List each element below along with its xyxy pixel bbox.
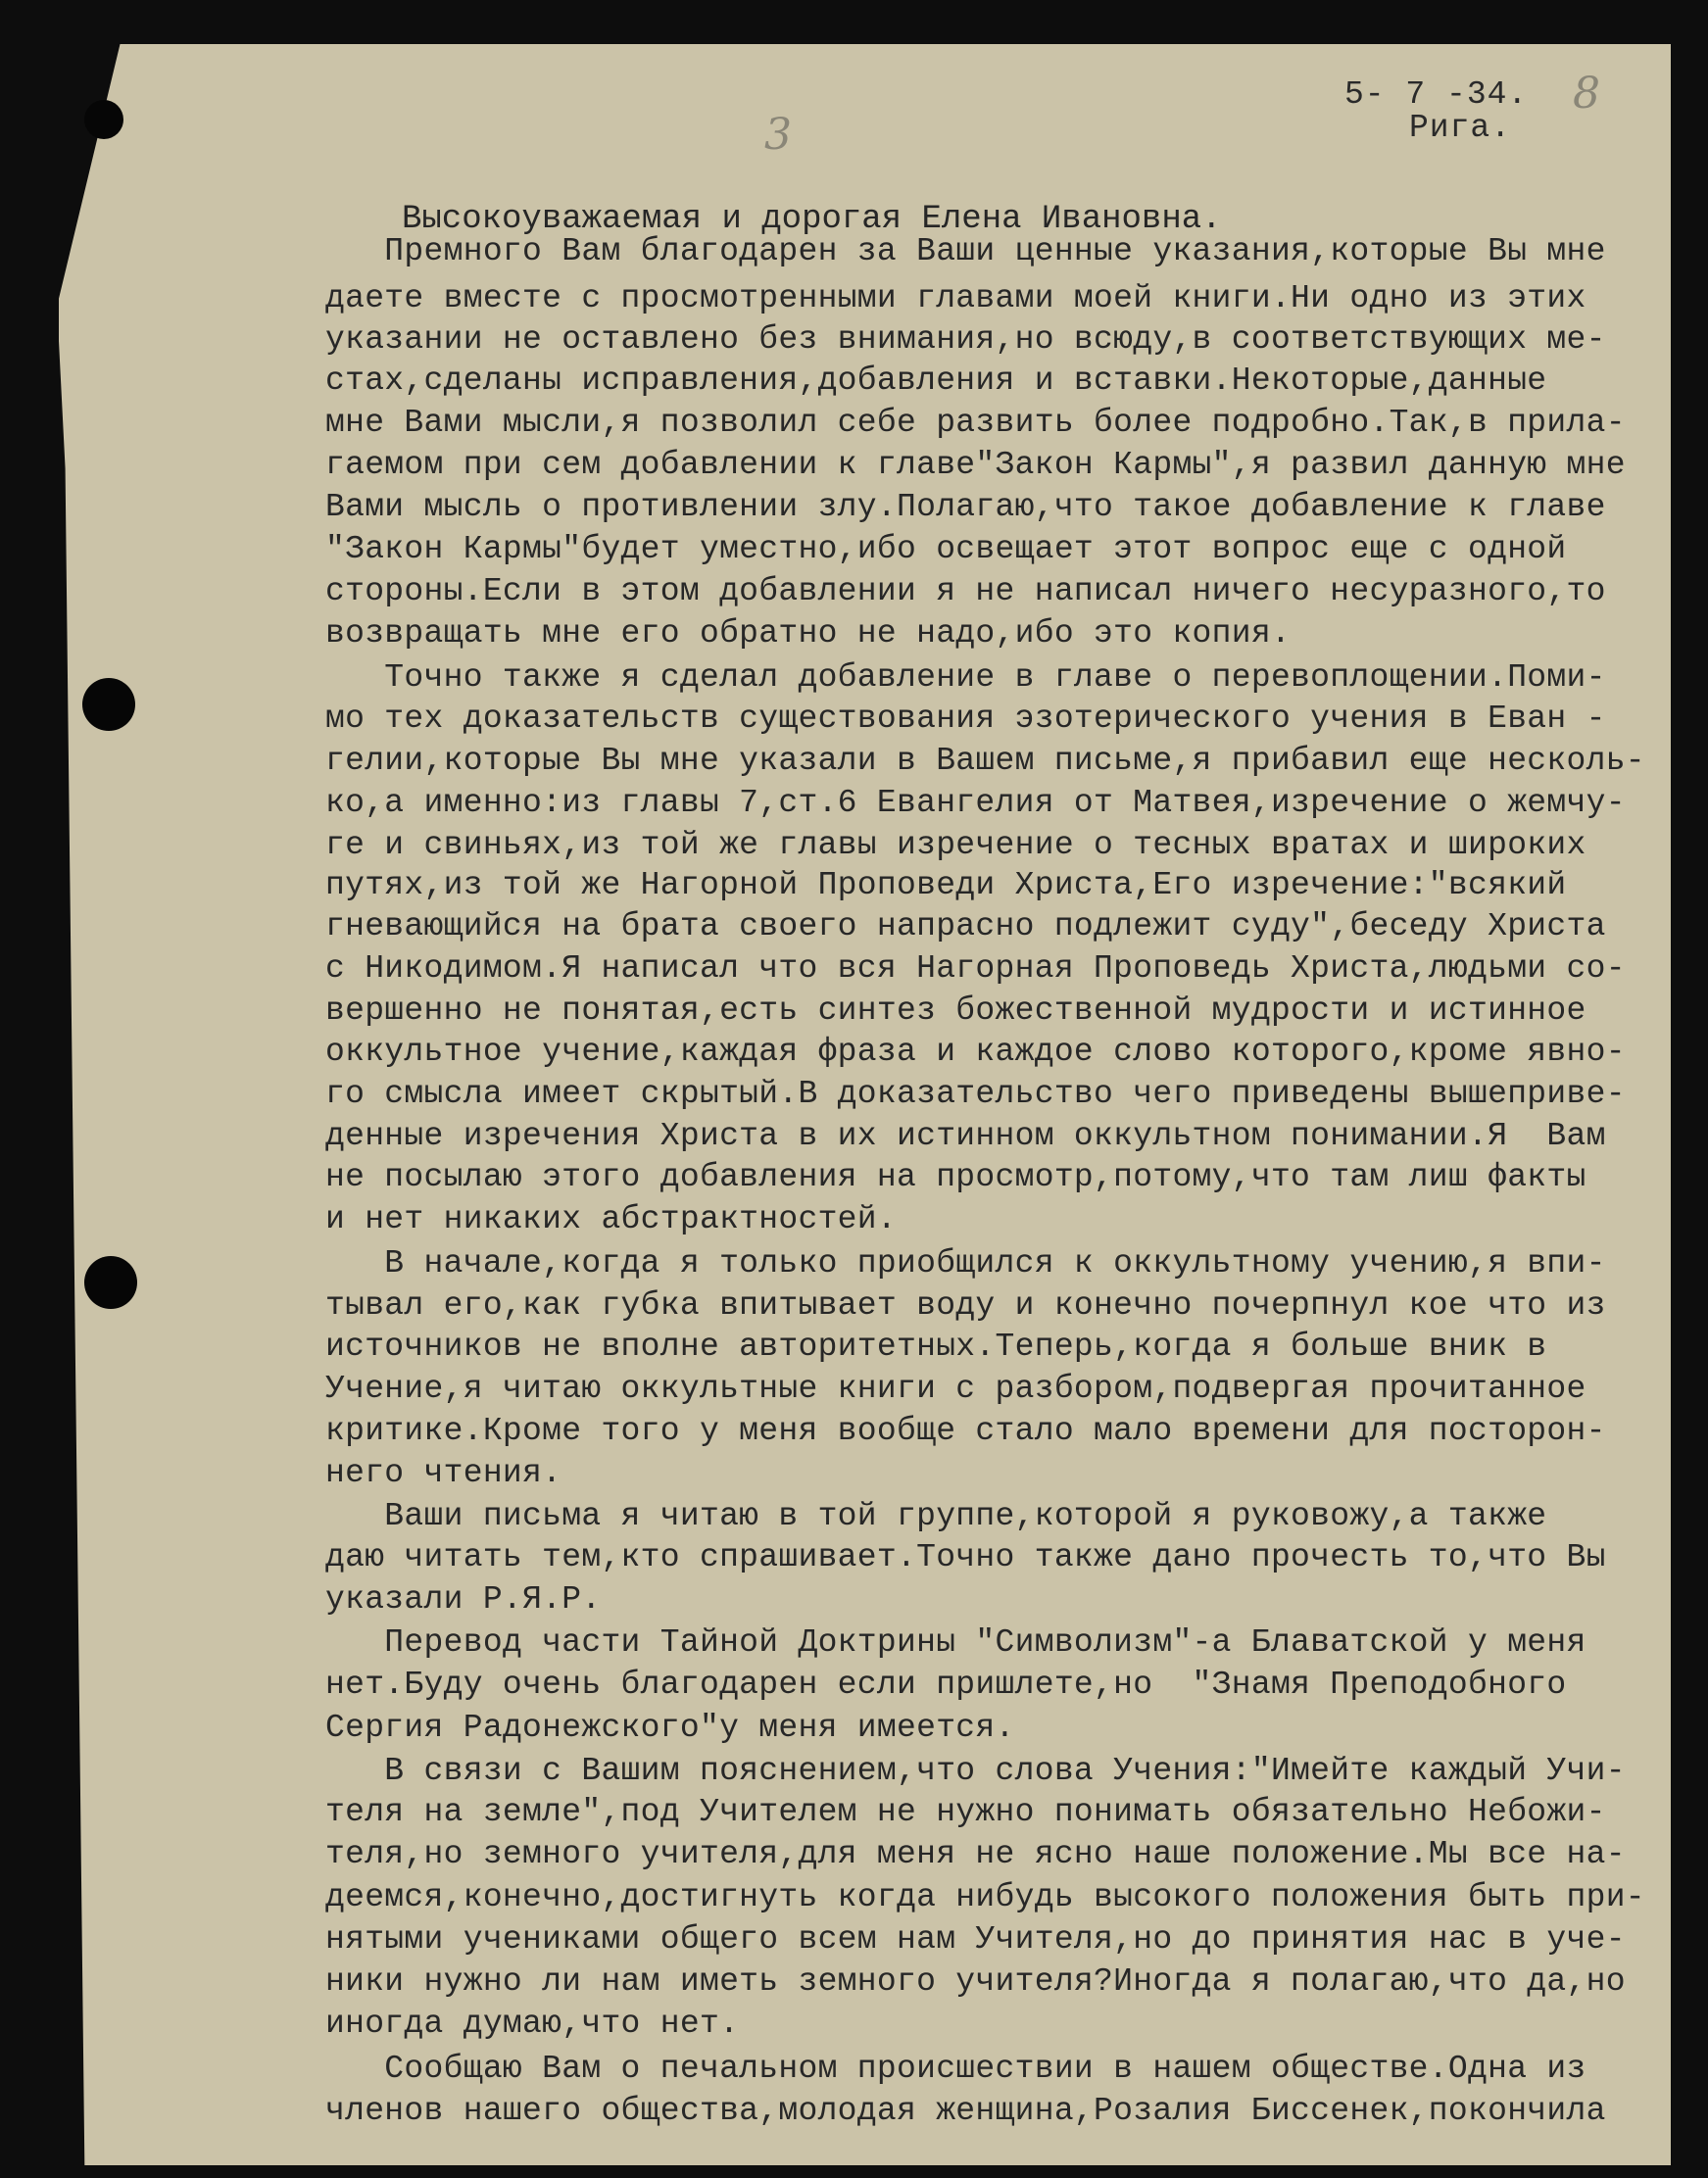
text-line: него чтения. [325, 1455, 562, 1491]
text-line: "Закон Кармы"будет уместно,ибо освещает этот вопрос еще с одной [325, 531, 1567, 567]
punch-hole-lower [84, 1256, 137, 1309]
text-line: Премного Вам благодарен за Ваши ценные указания,которые Вы мне [325, 233, 1606, 269]
text-line: иногда думаю,что нет. [325, 2006, 740, 2042]
text-line: ники нужно ли нам иметь земного учителя?Иногда я полагаю,что да,но [325, 1963, 1626, 2000]
page-number-pencil: 3 [764, 110, 792, 160]
text-line: указании не оставлено без внимания,но всюду,в соответствующих ме- [325, 321, 1606, 358]
text-line: В начале,когда я только приобщился к оккультному учению,я впи- [325, 1245, 1606, 1282]
text-line: указали Р.Я.Р. [325, 1581, 602, 1618]
text-line: источников не вполне авторитетных.Теперь,когда я больше вник в [325, 1329, 1547, 1365]
punch-hole-middle [82, 678, 135, 731]
text-line: Учение,я читаю оккультные книги с разбором,подвергая прочитанное [325, 1371, 1586, 1407]
text-line: нятыми учениками общего всем нам Учителя,но до принятия нас в уче- [325, 1921, 1626, 1958]
text-line: даю читать тем,кто спрашивает.Точно также дано прочесть то,что Вы [325, 1539, 1606, 1575]
text-line: ге и свиньях,из той же главы изречение о тесных вратах и широких [325, 827, 1586, 863]
text-line: мне Вами мысли,я позволил себе развить более подробно.Так,в прила- [325, 405, 1626, 441]
text-line: оккультное учение,каждая фраза и каждое слово которого,кроме явно- [325, 1034, 1626, 1070]
text-line: денные изречения Христа в их истинном оккультном понимании.Я Вам [325, 1118, 1606, 1154]
text-line: теля,но земного учителя,для меня не ясно наше положение.Мы все на- [325, 1836, 1626, 1872]
text-line: нет.Буду очень благодарен если пришлете,но "Знамя Преподобного [325, 1667, 1567, 1703]
text-line: В связи с Вашим пояснением,что слова Учения:"Имейте каждый Учи- [325, 1753, 1626, 1789]
text-line: с Никодимом.Я написал что вся Нагорная Проповедь Христа,людьми со- [325, 950, 1626, 987]
text-line: мо тех доказательств существования эзотерического учения в Еван - [325, 701, 1606, 737]
text-line: и нет никаких абстрактностей. [325, 1201, 897, 1237]
punch-hole-top [84, 100, 123, 139]
text-line: Перевод части Тайной Доктрины "Символизм"-а Блаватской у меня [325, 1624, 1586, 1661]
text-line: критике.Кроме того у меня вообще стало мало времени для посторон- [325, 1413, 1606, 1449]
text-line: даете вместе с просмотренными главами моей книги.Ни одно из этих [325, 280, 1586, 316]
folio-number-pencil: 8 [1573, 69, 1600, 119]
text-line: Точно также я сделал добавление в главе о перевоплощении.Поми- [325, 659, 1606, 696]
text-line: возвращать мне его обратно не надо,ибо это копия. [325, 615, 1292, 652]
text-line: вершенно не понятая,есть синтез божественной мудрости и истинное [325, 992, 1586, 1029]
text-line: ко,а именно:из главы 7,ст.6 Евангелия от Матвея,изречение о жемчу- [325, 785, 1626, 821]
text-line: Вами мысль о противлении злу.Полагаю,что такое добавление к главе [325, 489, 1606, 525]
text-line: тывал его,как губка впитывает воду и конечно почерпнул кое что из [325, 1287, 1606, 1324]
text-line: деемся,конечно,достигнуть когда нибудь высокого положения быть при- [325, 1879, 1645, 1915]
letter-place: Рига. [1409, 110, 1512, 146]
text-line: Сообщаю Вам о печальном происшествии в нашем обществе.Одна из [325, 2051, 1586, 2087]
text-line: стороны.Если в этом добавлении я не написал ничего несуразного,то [325, 573, 1606, 609]
text-line: гаемом при сем добавлении к главе"Закон Кармы",я развил данную мне [325, 447, 1626, 483]
text-line: Ваши письма я читаю в той группе,которой я руковожу,а также [325, 1498, 1547, 1534]
text-line: путях,из той же Нагорной Проповеди Христа,Его изречение:"всякий [325, 867, 1567, 903]
salutation: Высокоуважаемая и дорогая Елена Ивановна. [402, 201, 1222, 238]
text-line: теля на земле",под Учителем не нужно понимать обязательно Небожи- [325, 1794, 1606, 1830]
text-line: гневающийся на брата своего напрасно подлежит суду",беседу Христа [325, 908, 1606, 944]
text-line: гелии,которые Вы мне указали в Вашем письме,я прибавил еще несколь- [325, 743, 1645, 779]
letter-date: 5- 7 -34. [1344, 76, 1529, 113]
text-line: не посылаю этого добавления на просмотр,потому,что там лиш факты [325, 1159, 1586, 1195]
text-line: стах,сделаны исправления,добавления и вставки.Некоторые,данные [325, 363, 1547, 399]
text-line: Сергия Радонежского"у меня имеется. [325, 1710, 1015, 1746]
text-line: членов нашего общества,молодая женщина,Розалия Биссенек,покончила [325, 2093, 1606, 2129]
text-line: го смысла имеет скрытый.В доказательство чего приведены вышеприве- [325, 1076, 1626, 1112]
